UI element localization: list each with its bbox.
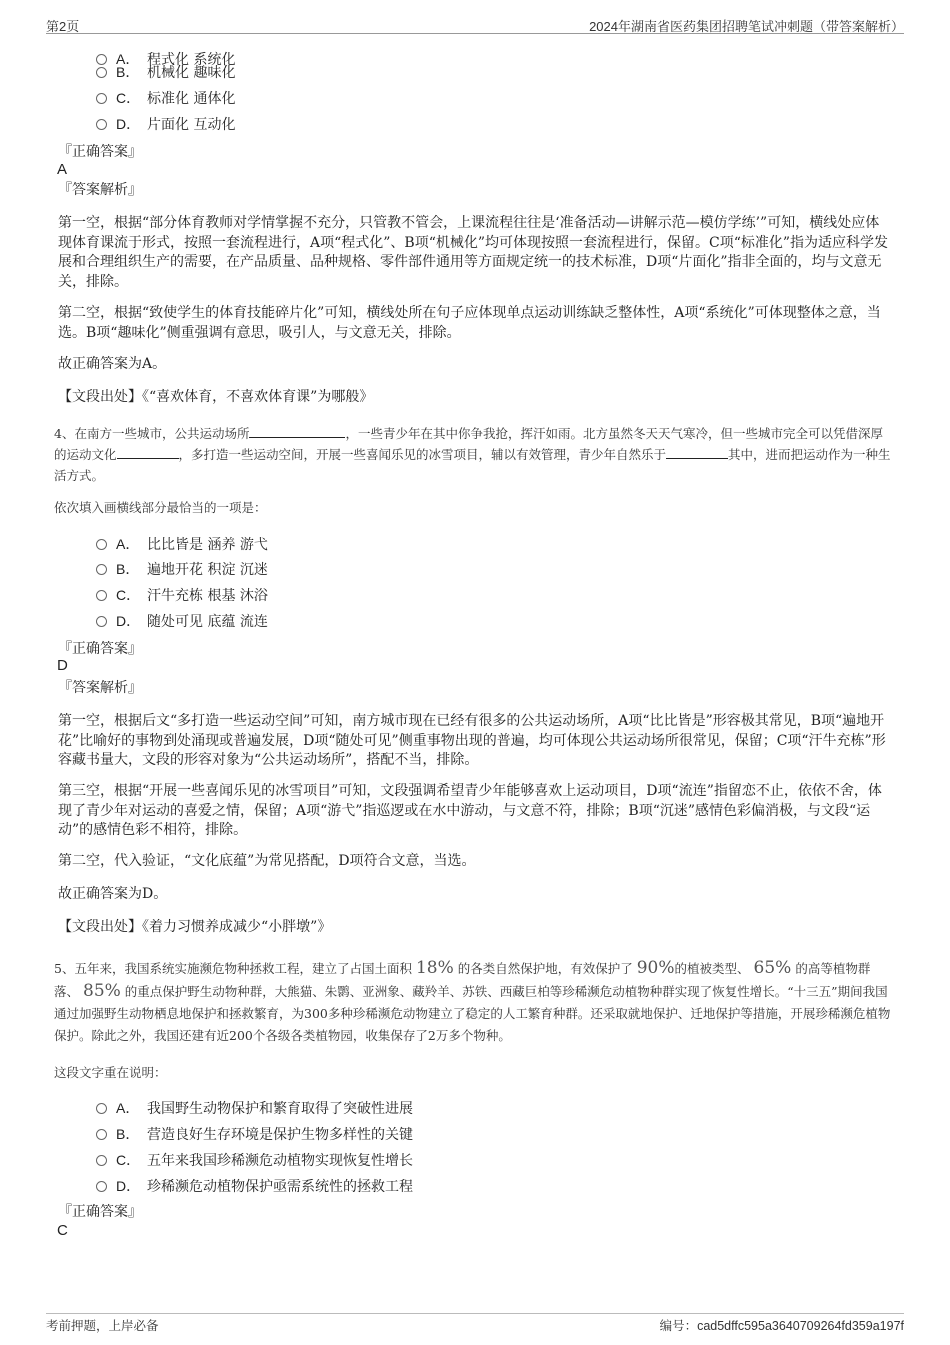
blank-line — [117, 446, 179, 459]
q3-analysis-p3: 故正确答案为A。 — [58, 356, 167, 372]
document-id: 编号：cad5dffc595a3640709264fd359a197f — [659, 1319, 904, 1333]
footer-slogan: 考前押题，上岸必备 — [46, 1318, 159, 1333]
q3-analysis-label: 『答案解析』 — [58, 182, 142, 198]
q4-analysis-p2: 第三空，根据“开展一些喜闻乐见的冰雪项目”可知，文段强调希望青少年能够喜欢上运动项目，D项“流连”指留恋不止，依依不舍，体现了青少年对运动的喜爱之情，保留；A项“游弋”指巡逻或在水中游动，与文意不符，排除；B项“沉迷”感情色彩偏消极，与文段“运动”的感情色彩不相符，排除。 — [58, 783, 882, 838]
q3-option-b[interactable]: B． 机械化 趣味化 — [96, 63, 235, 81]
q5-option-c[interactable]: C． 五年来我国珍稀濒危动植物实现恢复性增长 — [96, 1151, 413, 1169]
q3-option-d[interactable]: D． 片面化 互动化 — [96, 115, 235, 133]
q3-answer-label: 『正确答案』 — [58, 144, 142, 160]
q4-answer: D — [57, 657, 68, 674]
q5-stem: 5、五年来，我国系统实施濒危物种拯救工程，建立了占国土面积 18% 的各类自然保护地，有效保护了 90%的植被类型、 65% 的高等植物群落、 85% 的重点保护野生动物种群，大熊猫、朱鹮、亚洲象、藏羚羊、苏铁、西藏巨柏等珍稀濒危动植物种群实现了恢复性增长。“十三五”期间我国通过加强野生动物栖息地保护和拯救繁育，为300多种珍稀濒危动物建立了稳定的人工繁育种群。还采取就地保护、迁地保护等措施，开展珍稀濒危植物保护。除此之外，我国还建有近200个各级各类植物园，收集保存了2万多个物种。 — [54, 958, 891, 1043]
percent-value: 18% — [415, 958, 454, 978]
q4-analysis-label: 『答案解析』 — [58, 680, 142, 696]
radio-icon[interactable] — [96, 93, 107, 104]
q5-option-b[interactable]: B． 营造良好生存环境是保护生物多样性的关键 — [96, 1125, 413, 1143]
radio-icon[interactable] — [96, 1103, 107, 1114]
percent-value: 65% — [753, 958, 792, 978]
page-number: 第2页 — [46, 19, 80, 34]
radio-icon[interactable] — [96, 616, 107, 627]
percent-value: 85% — [83, 981, 121, 1001]
radio-icon[interactable] — [96, 1155, 107, 1166]
blank-line — [666, 446, 728, 459]
q5-answer: C — [57, 1222, 68, 1239]
q5-prompt: 这段文字重在说明： — [54, 1065, 167, 1080]
q3-analysis-p1: 第一空，根据“部分体育教师对学情掌握不充分，只管教不管会，上课流程往往是‘准备活动—讲解示范—模仿学练’”可知，横线处应体现体育课流于形式，按照一套流程进行，A项“程式化”、B项“机械化”均可体现按照一套流程进行，保留。C项“标准化”指为适应科学发展和合理组织生产的需要，在产品质量、品种规格、零件部件通用等方面规定统一的技术标准，D项“片面化”指非全面的，均与文意无关，排除。 — [58, 215, 889, 290]
radio-icon[interactable] — [96, 590, 107, 601]
percent-value: 90% — [636, 958, 675, 978]
header-divider — [46, 33, 904, 34]
q4-analysis-p1: 第一空，根据后文“多打造一些运动空间”可知，南方城市现在已经有很多的公共运动场所，A项“比比皆是”形容极其常见，B项“遍地开花”比喻好的事物到处涌现或普遍发展，D项“随处可见”侧重事物出现的普遍，均可体现公共运动场所很常见，保留；C项“汗牛充栋”形容藏书量大，文段的形容对象为“公共运动场所”，搭配不当，排除。 — [58, 713, 886, 768]
radio-icon[interactable] — [96, 564, 107, 575]
q5-option-d[interactable]: D． 珍稀濒危动植物保护亟需系统性的拯救工程 — [96, 1177, 413, 1195]
q4-option-d[interactable]: D． 随处可见 底蕴 流连 — [96, 612, 268, 630]
q4-option-b[interactable]: B． 遍地开花 积淀 沉迷 — [96, 560, 268, 578]
page-header — [46, 16, 904, 32]
q4-stem: 4、在南方一些城市，公共运动场所 ，一些青少年在其中你争我抢，挥汗如雨。北方虽然冬天天气寒冷，但一些城市完全可以凭借深厚的运动文化 ，多打造一些运动空间，开展一些喜闻乐见的冰雪项目，辅以有效管理，青少年自然乐于 其中，进而把运动作为一种生活方式。 — [54, 426, 891, 483]
q3-source: 【文段出处】《“喜欢体育，不喜欢体育课”为哪般》 — [58, 389, 374, 405]
page-footer — [46, 1313, 904, 1333]
q3-answer: A — [57, 161, 68, 178]
blank-line — [249, 425, 345, 438]
radio-icon[interactable] — [96, 67, 107, 78]
q5-option-a[interactable]: A． 我国野生动物保护和繁育取得了突破性进展 — [96, 1099, 413, 1117]
q3-option-a[interactable]: A． 程式化 系统化 — [96, 50, 235, 68]
q4-analysis-p4: 故正确答案为D。 — [58, 886, 168, 902]
q4-analysis-p3: 第二空，代入验证，“文化底蕴”为常见搭配，D项符合文意，当选。 — [58, 853, 476, 869]
radio-icon[interactable] — [96, 119, 107, 130]
q3-analysis-p2: 第二空，根据“致使学生的体育技能碎片化”可知，横线处所在句子应体现单点运动训练缺乏整体性，A项“系统化”可体现整体之意，当选。B项“趣味化”侧重强调有意思，吸引人，与文意无关，排除。 — [58, 305, 881, 341]
radio-icon[interactable] — [96, 1129, 107, 1140]
radio-icon[interactable] — [96, 1181, 107, 1192]
q5-answer-label: 『正确答案』 — [58, 1204, 142, 1220]
q4-source: 【文段出处】《着力习惯养成减少“小胖墩”》 — [58, 919, 332, 935]
q3-option-c[interactable]: C． 标准化 通体化 — [96, 89, 235, 107]
q4-answer-label: 『正确答案』 — [58, 641, 142, 657]
q4-option-c[interactable]: C． 汗牛充栋 根基 沐浴 — [96, 586, 268, 604]
q4-option-a[interactable]: A． 比比皆是 涵养 游弋 — [96, 535, 268, 553]
radio-icon[interactable] — [96, 539, 107, 550]
q4-prompt: 依次填入画横线部分最恰当的一项是： — [54, 500, 267, 515]
document-title: 2024年湖南省医药集团招聘笔试冲刺题（带答案解析） — [589, 19, 904, 34]
